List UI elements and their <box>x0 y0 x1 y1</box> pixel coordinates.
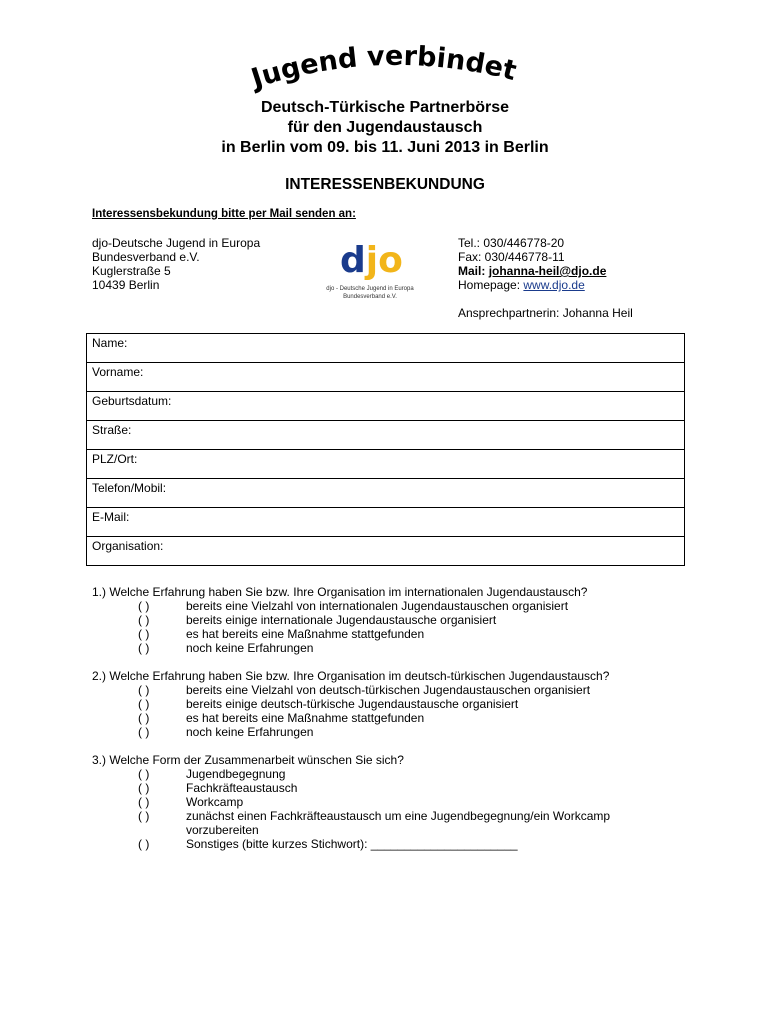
question-text: 3.) Welche Form der Zusammenarbeit wünschen Sie sich? <box>92 753 404 767</box>
option-label: vorzubereiten <box>186 823 259 837</box>
address-line: Bundesverband e.V. <box>92 250 200 264</box>
event-title <box>0 98 770 158</box>
option-label: bereits eine Vielzahl von internationalen Jugendaustauschen organisiert <box>186 599 569 613</box>
checkbox[interactable]: ( ) <box>138 837 150 851</box>
question-3 <box>92 753 610 851</box>
option-label: Jugendbegegnung <box>186 767 286 781</box>
mail-label: Mail: <box>458 264 486 278</box>
checkbox[interactable]: ( ) <box>138 767 150 781</box>
checkbox[interactable]: ( ) <box>138 809 150 823</box>
jugend-verbindet-logo <box>240 40 540 100</box>
checkbox[interactable]: ( ) <box>138 683 150 697</box>
field-organisation[interactable]: Organisation: <box>87 537 685 566</box>
option[interactable] <box>92 781 610 795</box>
checkbox[interactable]: ( ) <box>138 795 150 809</box>
option-label: noch keine Erfahrungen <box>186 725 314 739</box>
address-line: 10439 Berlin <box>92 278 160 292</box>
checkbox[interactable]: ( ) <box>138 613 150 627</box>
homepage-label: Homepage: <box>458 278 521 292</box>
option-continuation <box>92 823 610 837</box>
fax: Fax: 030/446778-11 <box>458 250 565 264</box>
checkbox[interactable]: ( ) <box>138 599 150 613</box>
option-label: Sonstiges (bitte kurzes Stichwort): ______________________ <box>186 837 518 851</box>
question-text: 1.) Welche Erfahrung haben Sie bzw. Ihre Organisation im internationalen Jugendaustausch? <box>92 585 588 599</box>
homepage-row <box>458 278 606 292</box>
personal-data-table <box>86 333 685 566</box>
option[interactable] <box>92 641 587 655</box>
option[interactable] <box>92 683 609 697</box>
checkbox[interactable]: ( ) <box>138 627 150 641</box>
djo-logo-caption-2: Bundesverband e.V. <box>343 294 397 300</box>
option[interactable] <box>92 711 609 725</box>
field-plz-ort[interactable]: PLZ/Ort: <box>87 450 685 479</box>
option-label: Fachkräfteaustausch <box>186 781 298 795</box>
tel: Tel.: 030/446778-20 <box>458 236 565 250</box>
djo-logo-caption-1: djo - Deutsche Jugend in Europa <box>326 286 414 292</box>
option-label: es hat bereits eine Maßnahme stattgefunden <box>186 627 425 641</box>
contact-person: Ansprechpartnerin: Johanna Heil <box>458 306 633 320</box>
title-line-2: für den Jugendaustausch <box>287 119 483 136</box>
option[interactable] <box>92 627 587 641</box>
option[interactable] <box>92 697 609 711</box>
field-email[interactable]: E-Mail: <box>87 508 685 537</box>
field-strasse[interactable]: Straße: <box>87 421 685 450</box>
option[interactable] <box>92 725 609 739</box>
option[interactable] <box>92 767 610 781</box>
option[interactable] <box>92 599 587 613</box>
option[interactable] <box>92 837 610 851</box>
send-instruction: Interessensbekundung bitte per Mail senden an: <box>92 208 356 220</box>
option[interactable] <box>92 613 587 627</box>
contact-info <box>458 236 606 292</box>
field-name[interactable]: Name: <box>87 334 685 363</box>
checkbox[interactable]: ( ) <box>138 711 150 725</box>
title-line-3: in Berlin vom 09. bis 11. Juni 2013 in Berlin <box>221 139 549 156</box>
logo-text: Jugend verbindet <box>247 40 520 95</box>
mail-row <box>458 264 606 278</box>
option[interactable] <box>92 795 610 809</box>
title-line-1: Deutsch-Türkische Partnerbörse <box>260 99 510 116</box>
option-label: zunächst einen Fachkräfteaustausch um eine Jugendbegegnung/ein Workcamp <box>186 809 611 823</box>
checkbox[interactable]: ( ) <box>138 781 150 795</box>
option-label: bereits eine Vielzahl von deutsch-türkischen Jugendaustauschen organisiert <box>186 683 591 697</box>
field-vorname[interactable]: Vorname: <box>87 363 685 392</box>
field-geburtsdatum[interactable]: Geburtsdatum: <box>87 392 685 421</box>
address-line: Kuglerstraße 5 <box>92 264 171 278</box>
question-1 <box>92 585 587 655</box>
option-label: noch keine Erfahrungen <box>186 641 314 655</box>
djo-logo <box>320 234 420 304</box>
svg-text:Jugend verbindet <box>246 41 520 95</box>
address-line: djo-Deutsche Jugend in Europa <box>92 236 261 250</box>
option-label: bereits einige deutsch-türkische Jugendaustausche organisiert <box>186 697 519 711</box>
checkbox[interactable]: ( ) <box>138 697 150 711</box>
option-label: Workcamp <box>186 795 244 809</box>
field-telefon[interactable]: Telefon/Mobil: <box>87 479 685 508</box>
form-heading: INTERESSENBEKUNDUNG <box>285 176 485 193</box>
homepage-link[interactable]: www.djo.de <box>523 278 585 292</box>
option[interactable] <box>92 809 610 823</box>
mail-link[interactable]: johanna-heil@djo.de <box>488 264 607 278</box>
option-label: es hat bereits eine Maßnahme stattgefunden <box>186 711 425 725</box>
postal-address <box>92 236 260 292</box>
checkbox[interactable]: ( ) <box>138 641 150 655</box>
question-2 <box>92 669 609 739</box>
option-label: bereits einige internationale Jugendaustausche organisiert <box>186 613 497 627</box>
question-text: 2.) Welche Erfahrung haben Sie bzw. Ihre Organisation im deutsch-türkischen Jugendaustausch? <box>92 669 610 683</box>
djo-logo-letters: djo <box>340 240 403 281</box>
checkbox[interactable]: ( ) <box>138 725 150 739</box>
